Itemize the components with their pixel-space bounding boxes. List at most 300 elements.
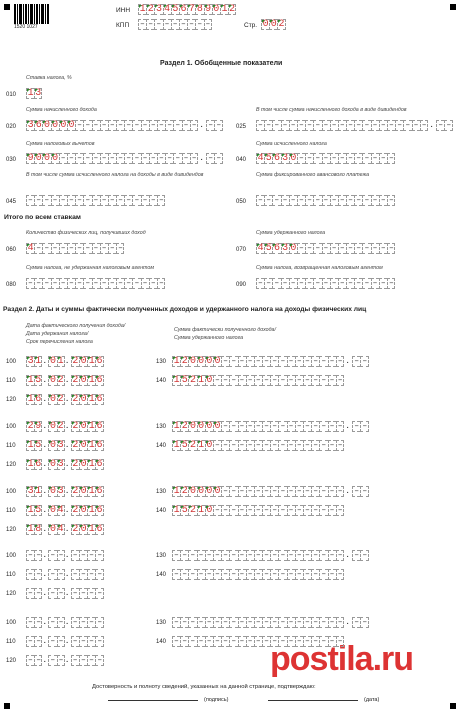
digit-cell[interactable]: 0	[80, 524, 87, 535]
digit-cell[interactable]	[313, 278, 321, 289]
digit-cell[interactable]	[221, 356, 229, 367]
digit-cell[interactable]	[172, 636, 180, 647]
digit-cell[interactable]	[319, 421, 327, 432]
digit-cell[interactable]: 2	[72, 375, 79, 386]
date-120-part[interactable]	[71, 588, 104, 599]
digit-cell[interactable]	[287, 617, 295, 628]
date-110-part[interactable]	[71, 375, 104, 386]
digit-cell[interactable]: 0	[49, 459, 56, 470]
digit-cell[interactable]	[319, 569, 327, 580]
digit-cell[interactable]	[26, 655, 34, 666]
digit-cell[interactable]: 1	[27, 524, 34, 535]
digit-cell[interactable]	[238, 421, 246, 432]
digit-cell[interactable]	[270, 505, 278, 516]
digit-cell[interactable]	[387, 153, 395, 164]
digit-cell[interactable]	[141, 195, 149, 206]
digit-cell[interactable]	[92, 243, 100, 254]
digit-cell[interactable]: 1	[88, 375, 95, 386]
digit-cell[interactable]: 1	[173, 421, 180, 432]
digit-cell[interactable]	[362, 195, 370, 206]
digit-cell[interactable]	[42, 195, 50, 206]
digit-cell[interactable]	[75, 195, 83, 206]
digit-cell[interactable]	[287, 569, 295, 580]
digit-cell[interactable]	[95, 655, 103, 666]
digit-cell[interactable]	[180, 636, 188, 647]
digit-cell[interactable]	[311, 356, 319, 367]
persons-count-field[interactable]	[26, 243, 124, 254]
digit-cell[interactable]	[213, 636, 221, 647]
digit-cell[interactable]: 1	[27, 440, 34, 451]
digit-cell[interactable]	[254, 440, 262, 451]
digit-cell[interactable]	[87, 569, 95, 580]
digit-cell[interactable]	[311, 569, 319, 580]
digit-cell[interactable]	[281, 278, 289, 289]
digit-cell[interactable]: 2	[189, 440, 196, 451]
digit-cell[interactable]	[190, 153, 198, 164]
digit-cell[interactable]	[205, 569, 213, 580]
digit-cell[interactable]: 6	[96, 356, 103, 367]
digit-cell[interactable]	[100, 243, 108, 254]
digit-cell[interactable]	[338, 195, 346, 206]
digit-cell[interactable]	[295, 486, 303, 497]
digit-cell[interactable]	[59, 243, 67, 254]
digit-cell[interactable]	[42, 243, 50, 254]
date-100-part[interactable]	[71, 486, 104, 497]
digit-cell[interactable]	[281, 120, 289, 131]
digit-cell[interactable]	[221, 505, 229, 516]
digit-cell[interactable]: 1	[88, 356, 95, 367]
digit-cell[interactable]	[328, 550, 336, 561]
digit-cell[interactable]	[436, 120, 444, 131]
digit-cell[interactable]: 3	[155, 4, 162, 15]
digit-cell[interactable]	[238, 440, 246, 451]
fixed-advance-field[interactable]	[256, 195, 395, 206]
digit-cell[interactable]	[71, 636, 79, 647]
digit-cell[interactable]	[262, 569, 270, 580]
digit-cell[interactable]	[100, 195, 108, 206]
date-120-part[interactable]	[26, 655, 42, 666]
digit-cell[interactable]: 3	[57, 440, 64, 451]
withheld-amount[interactable]	[172, 440, 344, 451]
digit-cell[interactable]	[116, 195, 124, 206]
digit-cell[interactable]	[34, 655, 42, 666]
digit-cell[interactable]	[352, 421, 360, 432]
digit-cell[interactable]	[95, 617, 103, 628]
digit-cell[interactable]: 0	[80, 486, 87, 497]
digit-cell[interactable]	[75, 120, 83, 131]
digit-cell[interactable]	[287, 505, 295, 516]
digit-cell[interactable]: 0	[35, 153, 42, 164]
digit-cell[interactable]	[213, 550, 221, 561]
digit-cell[interactable]	[229, 617, 237, 628]
digit-cell[interactable]: 0	[206, 486, 213, 497]
digit-cell[interactable]	[197, 636, 205, 647]
digit-cell[interactable]: 0	[206, 440, 213, 451]
digit-cell[interactable]	[336, 421, 344, 432]
digit-cell[interactable]	[92, 278, 100, 289]
digit-cell[interactable]	[213, 617, 221, 628]
digit-cell[interactable]: 1	[221, 4, 228, 15]
digit-cell[interactable]: 0	[80, 356, 87, 367]
digit-cell[interactable]	[238, 550, 246, 561]
digit-cell[interactable]	[172, 617, 180, 628]
digit-cell[interactable]	[254, 356, 262, 367]
digit-cell[interactable]	[387, 243, 395, 254]
digit-cell[interactable]	[67, 195, 75, 206]
digit-cell[interactable]	[270, 617, 278, 628]
deductions-int[interactable]	[26, 153, 198, 164]
date-100-part[interactable]	[48, 486, 64, 497]
digit-cell[interactable]	[71, 588, 79, 599]
date-120-part[interactable]	[71, 394, 104, 405]
digit-cell[interactable]	[272, 120, 280, 131]
digit-cell[interactable]	[403, 120, 411, 131]
digit-cell[interactable]	[214, 120, 222, 131]
digit-cell[interactable]: 1	[173, 356, 180, 367]
dividend-tax-field[interactable]	[26, 195, 165, 206]
digit-cell[interactable]	[303, 356, 311, 367]
digit-cell[interactable]	[108, 195, 116, 206]
digit-cell[interactable]	[272, 195, 280, 206]
digit-cell[interactable]	[319, 550, 327, 561]
unwithheld-tax-field[interactable]	[26, 278, 165, 289]
digit-cell[interactable]: 2	[189, 505, 196, 516]
digit-cell[interactable]: 0	[206, 356, 213, 367]
income-amount[interactable]	[172, 486, 344, 497]
digit-cell[interactable]: 5	[172, 4, 179, 15]
digit-cell[interactable]: 1	[35, 486, 42, 497]
digit-cell[interactable]	[412, 120, 420, 131]
digit-cell[interactable]	[57, 588, 65, 599]
digit-cell[interactable]	[322, 120, 330, 131]
digit-cell[interactable]: 5	[265, 243, 272, 254]
digit-cell[interactable]	[322, 195, 330, 206]
digit-cell[interactable]: 1	[27, 394, 34, 405]
digit-cell[interactable]	[379, 153, 387, 164]
digit-cell[interactable]	[238, 569, 246, 580]
digit-cell[interactable]	[254, 486, 262, 497]
digit-cell[interactable]: 4	[164, 4, 171, 15]
digit-cell[interactable]: 0	[49, 524, 56, 535]
digit-cell[interactable]: 0	[43, 120, 50, 131]
date-110-part[interactable]	[48, 505, 64, 516]
digit-cell[interactable]	[48, 617, 56, 628]
digit-cell[interactable]	[379, 278, 387, 289]
digit-cell[interactable]	[173, 153, 181, 164]
digit-cell[interactable]	[71, 569, 79, 580]
digit-cell[interactable]	[182, 153, 190, 164]
digit-cell[interactable]	[371, 195, 379, 206]
withheld-amount[interactable]	[172, 636, 344, 647]
digit-cell[interactable]	[221, 421, 229, 432]
digit-cell[interactable]	[354, 153, 362, 164]
digit-cell[interactable]	[149, 195, 157, 206]
digit-cell[interactable]	[379, 195, 387, 206]
digit-cell[interactable]: 6	[96, 440, 103, 451]
digit-cell[interactable]: 2	[72, 394, 79, 405]
digit-cell[interactable]	[303, 375, 311, 386]
digit-cell[interactable]: 4	[257, 243, 264, 254]
digit-cell[interactable]	[67, 243, 75, 254]
digit-cell[interactable]	[295, 617, 303, 628]
digit-cell[interactable]: 7	[188, 4, 195, 15]
digit-cell[interactable]	[188, 636, 196, 647]
digit-cell[interactable]	[188, 569, 196, 580]
digit-cell[interactable]	[387, 120, 395, 131]
digit-cell[interactable]	[79, 550, 87, 561]
digit-cell[interactable]	[48, 636, 56, 647]
digit-cell[interactable]: 0	[49, 486, 56, 497]
digit-cell[interactable]	[221, 636, 229, 647]
digit-cell[interactable]	[287, 550, 295, 561]
digit-cell[interactable]	[79, 617, 87, 628]
digit-cell[interactable]	[124, 195, 132, 206]
digit-cell[interactable]	[34, 278, 42, 289]
digit-cell[interactable]	[254, 550, 262, 561]
digit-cell[interactable]	[221, 617, 229, 628]
digit-cell[interactable]: 5	[181, 375, 188, 386]
digit-cell[interactable]	[254, 617, 262, 628]
date-110-part[interactable]	[71, 440, 104, 451]
digit-cell[interactable]: 0	[43, 153, 50, 164]
digit-cell[interactable]	[254, 505, 262, 516]
digit-cell[interactable]	[270, 486, 278, 497]
tax-rate-field[interactable]	[26, 88, 42, 99]
digit-cell[interactable]	[278, 617, 286, 628]
digit-cell[interactable]	[42, 278, 50, 289]
digit-cell[interactable]	[197, 569, 205, 580]
digit-cell[interactable]	[303, 550, 311, 561]
digit-cell[interactable]: 1	[27, 459, 34, 470]
digit-cell[interactable]: 2	[72, 421, 79, 432]
date-120-part[interactable]	[48, 394, 64, 405]
digit-cell[interactable]	[229, 375, 237, 386]
digit-cell[interactable]: 0	[60, 120, 67, 131]
digit-cell[interactable]	[238, 356, 246, 367]
digit-cell[interactable]	[354, 243, 362, 254]
date-110-part[interactable]	[48, 569, 64, 580]
digit-cell[interactable]	[371, 120, 379, 131]
digit-cell[interactable]	[213, 505, 221, 516]
digit-cell[interactable]	[305, 120, 313, 131]
digit-cell[interactable]	[354, 195, 362, 206]
digit-cell[interactable]	[303, 505, 311, 516]
digit-cell[interactable]: 3	[57, 486, 64, 497]
digit-cell[interactable]	[360, 356, 368, 367]
digit-cell[interactable]: 1	[173, 440, 180, 451]
date-110-part[interactable]	[71, 569, 104, 580]
digit-cell[interactable]	[116, 153, 124, 164]
digit-cell[interactable]	[59, 195, 67, 206]
digit-cell[interactable]: 1	[139, 4, 146, 15]
digit-cell[interactable]	[311, 375, 319, 386]
digit-cell[interactable]	[246, 375, 254, 386]
digit-cell[interactable]	[163, 19, 171, 30]
digit-cell[interactable]	[346, 278, 354, 289]
date-110-part[interactable]	[26, 636, 42, 647]
digit-cell[interactable]	[246, 636, 254, 647]
digit-cell[interactable]: 1	[198, 375, 205, 386]
digit-cell[interactable]	[256, 278, 264, 289]
digit-cell[interactable]	[338, 243, 346, 254]
digit-cell[interactable]	[305, 243, 313, 254]
date-100-part[interactable]	[26, 421, 42, 432]
digit-cell[interactable]: 0	[68, 120, 75, 131]
digit-cell[interactable]: 2	[72, 486, 79, 497]
digit-cell[interactable]	[420, 120, 428, 131]
digit-cell[interactable]	[319, 636, 327, 647]
digit-cell[interactable]	[187, 19, 195, 30]
digit-cell[interactable]	[262, 440, 270, 451]
digit-cell[interactable]	[92, 120, 100, 131]
digit-cell[interactable]	[328, 636, 336, 647]
digit-cell[interactable]: 1	[198, 440, 205, 451]
digit-cell[interactable]	[295, 550, 303, 561]
digit-cell[interactable]: 4	[27, 243, 34, 254]
digit-cell[interactable]: 6	[96, 524, 103, 535]
digit-cell[interactable]	[270, 356, 278, 367]
date-100-part[interactable]	[48, 550, 64, 561]
digit-cell[interactable]	[371, 278, 379, 289]
digit-cell[interactable]: 5	[181, 505, 188, 516]
digit-cell[interactable]: 1	[88, 459, 95, 470]
digit-cell[interactable]	[319, 505, 327, 516]
digit-cell[interactable]	[270, 569, 278, 580]
digit-cell[interactable]: 6	[96, 505, 103, 516]
digit-cell[interactable]	[34, 569, 42, 580]
digit-cell[interactable]	[319, 375, 327, 386]
digit-cell[interactable]	[238, 486, 246, 497]
digit-cell[interactable]: 2	[72, 356, 79, 367]
withheld-amount[interactable]	[172, 569, 344, 580]
digit-cell[interactable]	[289, 195, 297, 206]
digit-cell[interactable]: 2	[181, 356, 188, 367]
digit-cell[interactable]	[221, 569, 229, 580]
digit-cell[interactable]	[213, 569, 221, 580]
digit-cell[interactable]	[83, 195, 91, 206]
digit-cell[interactable]	[330, 278, 338, 289]
digit-cell[interactable]	[116, 278, 124, 289]
digit-cell[interactable]: 5	[35, 505, 42, 516]
digit-cell[interactable]	[313, 195, 321, 206]
digit-cell[interactable]	[71, 655, 79, 666]
digit-cell[interactable]	[229, 505, 237, 516]
date-110-part[interactable]	[26, 440, 42, 451]
digit-cell[interactable]	[67, 153, 75, 164]
digit-cell[interactable]	[278, 569, 286, 580]
digit-cell[interactable]	[26, 278, 34, 289]
digit-cell[interactable]: 1	[35, 356, 42, 367]
date-100-part[interactable]	[26, 486, 42, 497]
signature-line[interactable]	[108, 700, 198, 701]
digit-cell[interactable]	[48, 655, 56, 666]
digit-cell[interactable]	[95, 588, 103, 599]
digit-cell[interactable]	[100, 278, 108, 289]
digit-cell[interactable]	[336, 617, 344, 628]
digit-cell[interactable]	[146, 19, 154, 30]
digit-cell[interactable]	[141, 120, 149, 131]
digit-cell[interactable]	[287, 421, 295, 432]
digit-cell[interactable]	[149, 120, 157, 131]
digit-cell[interactable]	[311, 421, 319, 432]
digit-cell[interactable]: 0	[49, 440, 56, 451]
digit-cell[interactable]	[444, 120, 452, 131]
digit-cell[interactable]	[157, 153, 165, 164]
date-120-part[interactable]	[48, 588, 64, 599]
digit-cell[interactable]	[116, 243, 124, 254]
digit-cell[interactable]	[238, 375, 246, 386]
digit-cell[interactable]: 0	[80, 394, 87, 405]
digit-cell[interactable]	[270, 550, 278, 561]
digit-cell[interactable]	[171, 19, 179, 30]
date-120-part[interactable]	[26, 588, 42, 599]
date-110-part[interactable]	[48, 375, 64, 386]
digit-cell[interactable]: 5	[181, 440, 188, 451]
digit-cell[interactable]	[57, 550, 65, 561]
digit-cell[interactable]: 3	[35, 88, 42, 99]
digit-cell[interactable]	[297, 278, 305, 289]
digit-cell[interactable]	[132, 153, 140, 164]
digit-cell[interactable]: 0	[270, 19, 277, 30]
digit-cell[interactable]	[313, 243, 321, 254]
digit-cell[interactable]	[124, 153, 132, 164]
digit-cell[interactable]	[278, 421, 286, 432]
digit-cell[interactable]: 0	[49, 421, 56, 432]
digit-cell[interactable]: 6	[96, 459, 103, 470]
digit-cell[interactable]: 2	[27, 421, 34, 432]
digit-cell[interactable]	[48, 550, 56, 561]
digit-cell[interactable]: 0	[80, 505, 87, 516]
digit-cell[interactable]: 0	[206, 505, 213, 516]
digit-cell[interactable]: 6	[96, 421, 103, 432]
date-120-part[interactable]	[48, 655, 64, 666]
digit-cell[interactable]	[379, 120, 387, 131]
digit-cell[interactable]: 5	[35, 375, 42, 386]
digit-cell[interactable]: 2	[147, 4, 154, 15]
digit-cell[interactable]: 0	[206, 421, 213, 432]
digit-cell[interactable]	[254, 375, 262, 386]
digit-cell[interactable]	[264, 195, 272, 206]
digit-cell[interactable]	[213, 440, 221, 451]
digit-cell[interactable]	[75, 153, 83, 164]
digit-cell[interactable]	[188, 617, 196, 628]
digit-cell[interactable]	[336, 550, 344, 561]
digit-cell[interactable]	[319, 617, 327, 628]
digit-cell[interactable]	[51, 195, 59, 206]
digit-cell[interactable]	[330, 243, 338, 254]
digit-cell[interactable]	[108, 278, 116, 289]
digit-cell[interactable]	[303, 421, 311, 432]
digit-cell[interactable]	[141, 153, 149, 164]
digit-cell[interactable]	[132, 278, 140, 289]
digit-cell[interactable]	[246, 617, 254, 628]
digit-cell[interactable]: 0	[290, 243, 297, 254]
digit-cell[interactable]: 0	[49, 356, 56, 367]
digit-cell[interactable]	[246, 440, 254, 451]
digit-cell[interactable]	[278, 636, 286, 647]
digit-cell[interactable]	[51, 278, 59, 289]
digit-cell[interactable]	[262, 356, 270, 367]
digit-cell[interactable]	[157, 120, 165, 131]
digit-cell[interactable]	[362, 243, 370, 254]
digit-cell[interactable]	[254, 421, 262, 432]
digit-cell[interactable]	[172, 569, 180, 580]
digit-cell[interactable]	[100, 153, 108, 164]
digit-cell[interactable]	[262, 550, 270, 561]
digit-cell[interactable]: 2	[72, 459, 79, 470]
deductions-int-kopecks[interactable]	[206, 153, 222, 164]
digit-cell[interactable]	[229, 636, 237, 647]
